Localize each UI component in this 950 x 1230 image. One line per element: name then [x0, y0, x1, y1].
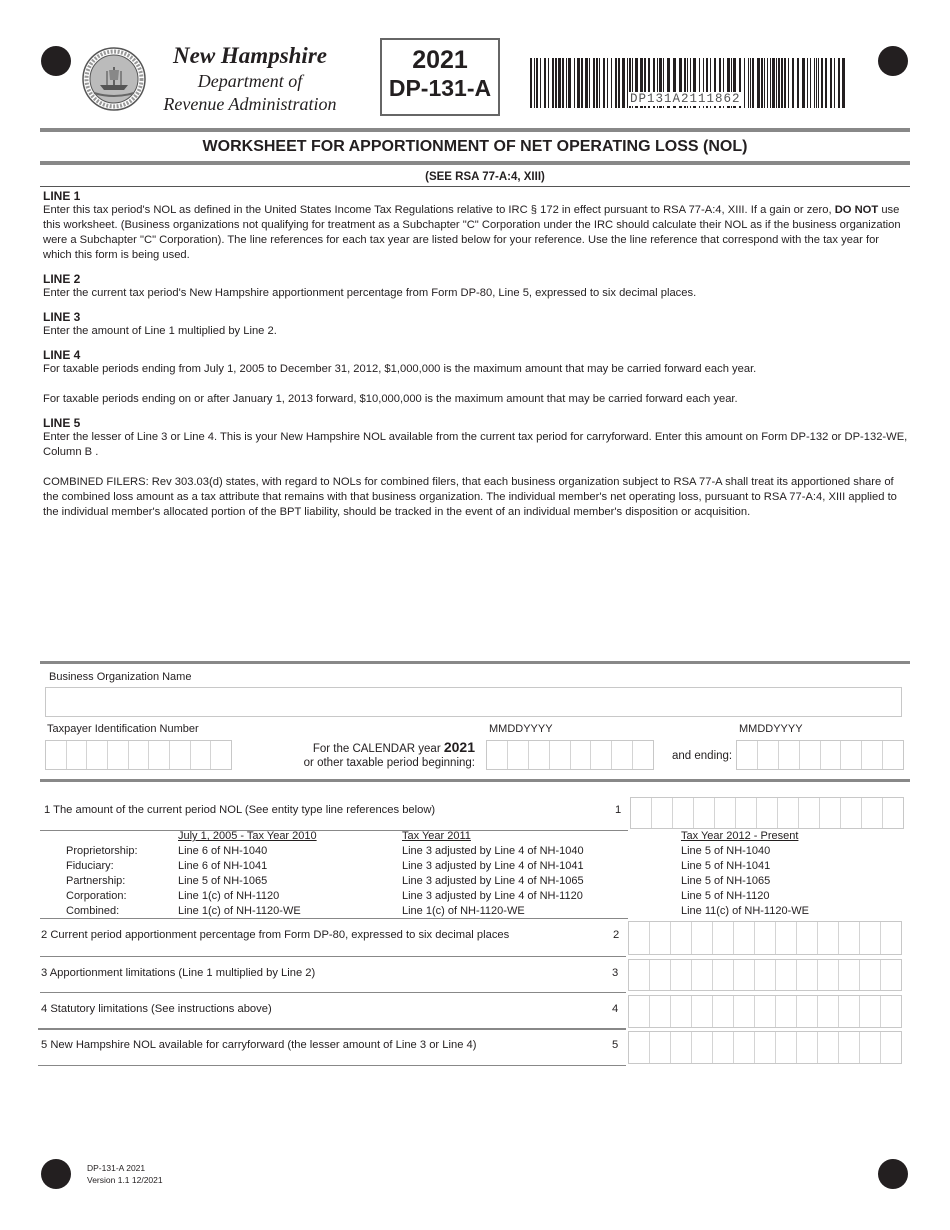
- digit-cell: [776, 996, 797, 1027]
- barcode-bar: [814, 58, 815, 108]
- digit-cell: [487, 741, 508, 769]
- barcode-bar: [618, 58, 620, 108]
- barcode-bar: [825, 58, 827, 108]
- digit-cell: [211, 741, 231, 769]
- barcode-bar: [577, 58, 580, 108]
- digit-cell: [755, 996, 776, 1027]
- begin-date-input[interactable]: [486, 740, 654, 770]
- barcode-bar: [566, 58, 567, 108]
- digit-cell: [650, 996, 671, 1027]
- digit-cell: [776, 1032, 797, 1063]
- digit-cell: [841, 741, 862, 769]
- digit-cell: [860, 1032, 881, 1063]
- barcode-bar: [792, 58, 794, 108]
- begin-date-format: MMDDYYYY: [489, 723, 553, 735]
- digit-cell: [839, 960, 860, 990]
- digit-cell: [715, 798, 736, 828]
- digit-cell: [841, 798, 862, 828]
- barcode-bar: [830, 58, 832, 108]
- end-date-format: MMDDYYYY: [739, 723, 803, 735]
- digit-cell: [571, 741, 592, 769]
- digit-cell: [149, 741, 170, 769]
- barcode-bar: [784, 58, 786, 108]
- ref-col3-row: Line 11(c) of NH-1120-WE: [681, 905, 809, 917]
- ref-col2-row: Line 1(c) of NH-1120-WE: [402, 905, 525, 917]
- barcode-bar: [574, 58, 575, 108]
- digit-cell: [671, 922, 692, 954]
- barcode: [530, 58, 850, 108]
- ref-col2-row: Line 3 adjusted by Line 4 of NH-1040: [402, 845, 584, 857]
- barcode-bar: [585, 58, 588, 108]
- digit-cell: [839, 922, 860, 954]
- barcode-bar: [589, 58, 590, 108]
- digit-cell: [776, 922, 797, 954]
- line4-instructions-a: For taxable periods ending from July 1, 2005 to December 31, 2012, $1,000,000 is the maximum amount that may be carried forward each year.: [43, 363, 757, 375]
- ref-col3-header: Tax Year 2012 - Present: [681, 830, 799, 842]
- line1-do-not: DO NOT: [834, 204, 879, 216]
- barcode-bar: [530, 58, 532, 108]
- entity-proprietorship: Proprietorship:: [66, 845, 138, 857]
- form-rule-mid: [40, 779, 910, 782]
- line1-heading: LINE 1: [43, 189, 81, 203]
- barcode-bar: [781, 58, 783, 108]
- digit-cell: [650, 960, 671, 990]
- barcode-bar: [558, 58, 561, 108]
- digit-cell: [883, 798, 903, 828]
- form-id-box: [380, 38, 500, 116]
- barcode-bar: [750, 58, 751, 108]
- barcode-bar: [611, 58, 612, 108]
- digit-cell: [755, 922, 776, 954]
- digit-cell: [734, 996, 755, 1027]
- barcode-bar: [622, 58, 625, 108]
- digit-cell: [881, 922, 901, 954]
- title-rule-top: [40, 128, 910, 132]
- digit-cell: [839, 996, 860, 1027]
- and-ending-label: and ending:: [672, 750, 733, 762]
- digit-cell: [529, 741, 550, 769]
- footer-form-year: DP-131-A 2021: [87, 1163, 146, 1173]
- digit-cell: [881, 996, 901, 1027]
- digit-cell: [650, 1032, 671, 1063]
- ref-col2-row: Line 3 adjusted by Line 4 of NH-1120: [402, 890, 583, 902]
- form-rule-top: [40, 661, 910, 664]
- barcode-bar: [778, 58, 780, 108]
- digit-cell: [629, 996, 650, 1027]
- barcode-bar: [834, 58, 835, 108]
- digit-cell: [713, 960, 734, 990]
- digit-cell: [797, 996, 818, 1027]
- digit-cell: [862, 741, 883, 769]
- digit-cell: [779, 741, 800, 769]
- ref-col1-row: Line 1(c) of NH-1120: [178, 890, 280, 902]
- barcode-bar: [757, 58, 760, 108]
- tin-label: Taxpayer Identification Number: [47, 723, 199, 735]
- line1-instructions: [43, 203, 909, 263]
- registration-mark-top-left: [41, 46, 71, 76]
- registration-mark-bottom-right: [878, 1159, 908, 1189]
- digit-cell: [755, 1032, 776, 1063]
- digit-cell: [818, 996, 839, 1027]
- barcode-bar: [744, 58, 745, 108]
- org-name-input[interactable]: [45, 687, 902, 717]
- digit-cell: [591, 741, 612, 769]
- barcode-bar: [540, 58, 541, 108]
- digit-cell: [692, 960, 713, 990]
- digit-cell: [818, 960, 839, 990]
- title-rule-bottom: [40, 161, 910, 165]
- line-1-amount-input[interactable]: [630, 797, 904, 829]
- ref-column-2011: [402, 829, 584, 919]
- barcode-bar: [534, 58, 535, 108]
- digit-cell: [799, 798, 820, 828]
- digit-cell: [692, 1032, 713, 1063]
- entity-corporation: Corporation:: [66, 890, 127, 902]
- barcode-bar: [807, 58, 808, 108]
- digit-cell: [671, 996, 692, 1027]
- digit-cell: [671, 960, 692, 990]
- digit-cell: [713, 996, 734, 1027]
- barcode-bar: [776, 58, 777, 108]
- barcode-bar: [810, 58, 811, 108]
- ref-col1-header: July 1, 2005 - Tax Year 2010: [178, 830, 317, 842]
- line4-instructions-b: For taxable periods ending on or after January 1, 2013 forward, $10,000,000 is the maximum amount that may be carried forward each year.: [43, 393, 738, 405]
- instructions: [43, 189, 909, 520]
- line5-heading: LINE 5: [43, 416, 81, 430]
- barcode-bar: [548, 58, 549, 108]
- digit-cell: [629, 922, 650, 954]
- line-2-separator: [40, 956, 626, 957]
- line1-text-b: use this worksheet. (Business organizations not qualifying for treatment as a Subchapter "C" Corporation under the IRC should calculate their NOL as if the business organization were a Subchapter "C" Corporation). The line references for each tax year are listed below for your reference. Use the line reference that correspond with the tax year for which this form is being used.: [43, 204, 901, 261]
- digit-cell: [633, 741, 653, 769]
- line-1-label: 1 The amount of the current period NOL (See entity type line references below): [44, 804, 436, 816]
- ref-col3-row: Line 5 of NH-1041: [681, 860, 771, 872]
- state-name: New Hampshire: [173, 43, 327, 68]
- digit-cell: [631, 798, 652, 828]
- line-2-percentage-input[interactable]: [628, 921, 902, 955]
- ref-col1-row: Line 6 of NH-1041: [178, 860, 268, 872]
- worksheet-subtitle: (SEE RSA 77-A:4, XIII): [425, 171, 545, 183]
- ref-col3-row: Line 5 of NH-1120: [681, 890, 770, 902]
- barcode-bar: [752, 58, 754, 108]
- line-3-label: 3 Apportionment limitations (Line 1 multiplied by Line 2): [41, 967, 316, 979]
- digit-cell: [797, 922, 818, 954]
- period-beginning-label: or other taxable period beginning:: [303, 757, 475, 769]
- digit-cell: [757, 798, 778, 828]
- barcode-bar: [770, 58, 771, 108]
- digit-cell: [692, 922, 713, 954]
- ref-col1-row: Line 6 of NH-1040: [178, 845, 268, 857]
- digit-cell: [797, 1032, 818, 1063]
- calendar-year-value: 2021: [443, 739, 475, 755]
- combined-filers-text: COMBINED FILERS: Rev 303.03(d) states, with regard to NOLs for combined filers, that each business organization subject to RSA 77-A shall treat its apportioned share of the combined loss amount as a tax attribute that remains with that business organization. The individual member's net operating loss, pursuant to RSA 77-A:4, XIII applied to the individual member's allocated portion of the BPT liability, should be tracked in the event of an individual member's disposition or acquisition.: [43, 476, 897, 518]
- barcode-bar: [552, 58, 554, 108]
- barcode-bar: [788, 58, 789, 108]
- barcode-bar: [603, 58, 605, 108]
- line-3-amount-input[interactable]: [628, 959, 902, 991]
- digit-cell: [778, 798, 799, 828]
- digit-cell: [108, 741, 129, 769]
- digit-cell: [629, 960, 650, 990]
- barcode-bar: [562, 58, 564, 108]
- barcode-bar: [767, 58, 768, 108]
- digit-cell: [737, 741, 758, 769]
- line-4-separator: [38, 1028, 626, 1030]
- line3-instructions: Enter the amount of Line 1 multiplied by Line 2.: [43, 325, 277, 337]
- barcode-bar: [802, 58, 805, 108]
- barcode-bar: [816, 58, 817, 108]
- digit-cell: [713, 922, 734, 954]
- barcode-bar: [536, 58, 538, 108]
- barcode-bar: [842, 58, 845, 108]
- barcode-bar: [544, 58, 546, 108]
- line-2-number: 2: [613, 929, 620, 941]
- line-5-separator: [38, 1065, 626, 1066]
- ref-col2-row: Line 3 adjusted by Line 4 of NH-1065: [402, 875, 584, 887]
- digit-cell: [881, 1032, 901, 1063]
- digit-cell: [734, 960, 755, 990]
- digit-cell: [860, 996, 881, 1027]
- digit-cell: [839, 1032, 860, 1063]
- digit-cell: [170, 741, 191, 769]
- digit-cell: [755, 960, 776, 990]
- digit-cell: [800, 741, 821, 769]
- digit-cell: [694, 798, 715, 828]
- digit-cell: [129, 741, 150, 769]
- form-year: 2021: [412, 46, 468, 74]
- state-seal-icon: [82, 47, 146, 111]
- barcode-bar: [615, 58, 617, 108]
- ref-col3-row: Line 5 of NH-1040: [681, 845, 771, 857]
- subtitle-rule: [40, 186, 910, 187]
- barcode-bar: [596, 58, 598, 108]
- calendar-year-text: For the CALENDAR year: [312, 743, 444, 755]
- barcode-bar: [821, 58, 823, 108]
- ref-col3-row: Line 5 of NH-1065: [681, 875, 771, 887]
- digit-cell: [612, 741, 633, 769]
- digit-cell: [550, 741, 571, 769]
- registration-mark-top-right: [878, 46, 908, 76]
- barcode-bar: [568, 58, 571, 108]
- entity-partnership: Partnership:: [66, 875, 126, 887]
- barcode-bar: [764, 58, 765, 108]
- line-4-number: 4: [612, 1003, 619, 1015]
- digit-cell: [629, 1032, 650, 1063]
- department-line-2: Revenue Administration: [163, 94, 337, 114]
- digit-cell: [860, 922, 881, 954]
- calendar-year-line: [260, 739, 475, 755]
- line1-text-a: Enter this tax period's NOL as defined in the United States Income Tax Regulations relative to IRC § 172 in effect pursuant to RSA 77-A:4, XIII. If a gain or zero,: [43, 204, 835, 216]
- end-date-input[interactable]: [736, 740, 904, 770]
- ref-column-2005-2010: [178, 829, 317, 919]
- barcode-bar: [748, 58, 749, 108]
- ref-col2-header: Tax Year 2011: [402, 830, 471, 842]
- digit-cell: [883, 741, 903, 769]
- digit-cell: [881, 960, 901, 990]
- digit-cell: [673, 798, 694, 828]
- barcode-bar: [761, 58, 763, 108]
- ref-col1-row: Line 1(c) of NH-1120-WE: [178, 905, 301, 917]
- ref-column-2012-present: [681, 829, 809, 919]
- line-4-amount-input[interactable]: [628, 995, 902, 1028]
- tin-input[interactable]: [45, 740, 232, 770]
- digit-cell: [692, 996, 713, 1027]
- digit-cell: [734, 1032, 755, 1063]
- barcode-bar: [772, 58, 775, 108]
- digit-cell: [862, 798, 883, 828]
- line-1-number: 1: [615, 804, 622, 816]
- digit-cell: [46, 741, 67, 769]
- barcode-bar: [599, 58, 600, 108]
- digit-cell: [191, 741, 212, 769]
- barcode-bar: [581, 58, 583, 108]
- barcode-bar: [555, 58, 557, 108]
- barcode-bar: [838, 58, 840, 108]
- barcode-bar: [797, 58, 799, 108]
- digit-cell: [734, 922, 755, 954]
- line3-heading: LINE 3: [43, 310, 81, 324]
- digit-cell: [820, 798, 841, 828]
- digit-cell: [776, 960, 797, 990]
- digit-cell: [860, 960, 881, 990]
- department-line-1: Department of: [197, 71, 303, 91]
- digit-cell: [652, 798, 673, 828]
- digit-cell: [650, 922, 671, 954]
- digit-cell: [818, 1032, 839, 1063]
- form-number: DP-131-A: [388, 75, 492, 101]
- line-3-separator: [40, 992, 626, 993]
- entity-fiduciary: Fiduciary:: [66, 860, 114, 872]
- ref-col1-row: Line 5 of NH-1065: [178, 875, 268, 887]
- digit-cell: [797, 960, 818, 990]
- digit-cell: [671, 1032, 692, 1063]
- line-2-label: 2 Current period apportionment percentage from Form DP-80, expressed to six decimal places: [41, 929, 510, 941]
- line-5-amount-input[interactable]: [628, 1031, 902, 1064]
- footer-version: Version 1.1 12/2021: [87, 1175, 163, 1185]
- ref-col2-row: Line 3 adjusted by Line 4 of NH-1041: [402, 860, 584, 872]
- entity-type-column: [66, 844, 138, 919]
- digit-cell: [821, 741, 842, 769]
- worksheet-title: WORKSHEET FOR APPORTIONMENT OF NET OPERATING LOSS (NOL): [202, 138, 748, 155]
- digit-cell: [818, 922, 839, 954]
- registration-mark-bottom-left: [41, 1159, 71, 1189]
- barcode-bar: [818, 58, 819, 108]
- digit-cell: [713, 1032, 734, 1063]
- line-4-label: 4 Statutory limitations (See instructions above): [41, 1003, 272, 1015]
- line-5-label: 5 New Hampshire NOL available for carryforward (the lesser amount of Line 3 or Line 4): [41, 1039, 477, 1051]
- line-3-number: 3: [612, 967, 619, 979]
- digit-cell: [87, 741, 108, 769]
- barcode-bar: [593, 58, 595, 108]
- org-name-label: Business Organization Name: [49, 671, 192, 683]
- line5-instructions: Enter the lesser of Line 3 or Line 4. This is your New Hampshire NOL available from the current tax period for carryforward. Enter this amount on Form DP-132 or DP-132-WE, Column B .: [43, 431, 908, 458]
- digit-cell: [67, 741, 88, 769]
- digit-cell: [758, 741, 779, 769]
- digit-cell: [508, 741, 529, 769]
- barcode-bar: [607, 58, 608, 108]
- entity-combined: Combined:: [66, 905, 120, 917]
- digit-cell: [736, 798, 757, 828]
- line4-heading: LINE 4: [43, 348, 81, 362]
- references-separator: [40, 918, 628, 919]
- barcode-text: DP131A2111862: [630, 92, 741, 106]
- line2-heading: LINE 2: [43, 272, 81, 286]
- line-5-number: 5: [612, 1039, 619, 1051]
- line2-instructions: Enter the current tax period's New Hampshire apportionment percentage from Form DP-80, Line 5, expressed to six decimal places.: [43, 287, 697, 299]
